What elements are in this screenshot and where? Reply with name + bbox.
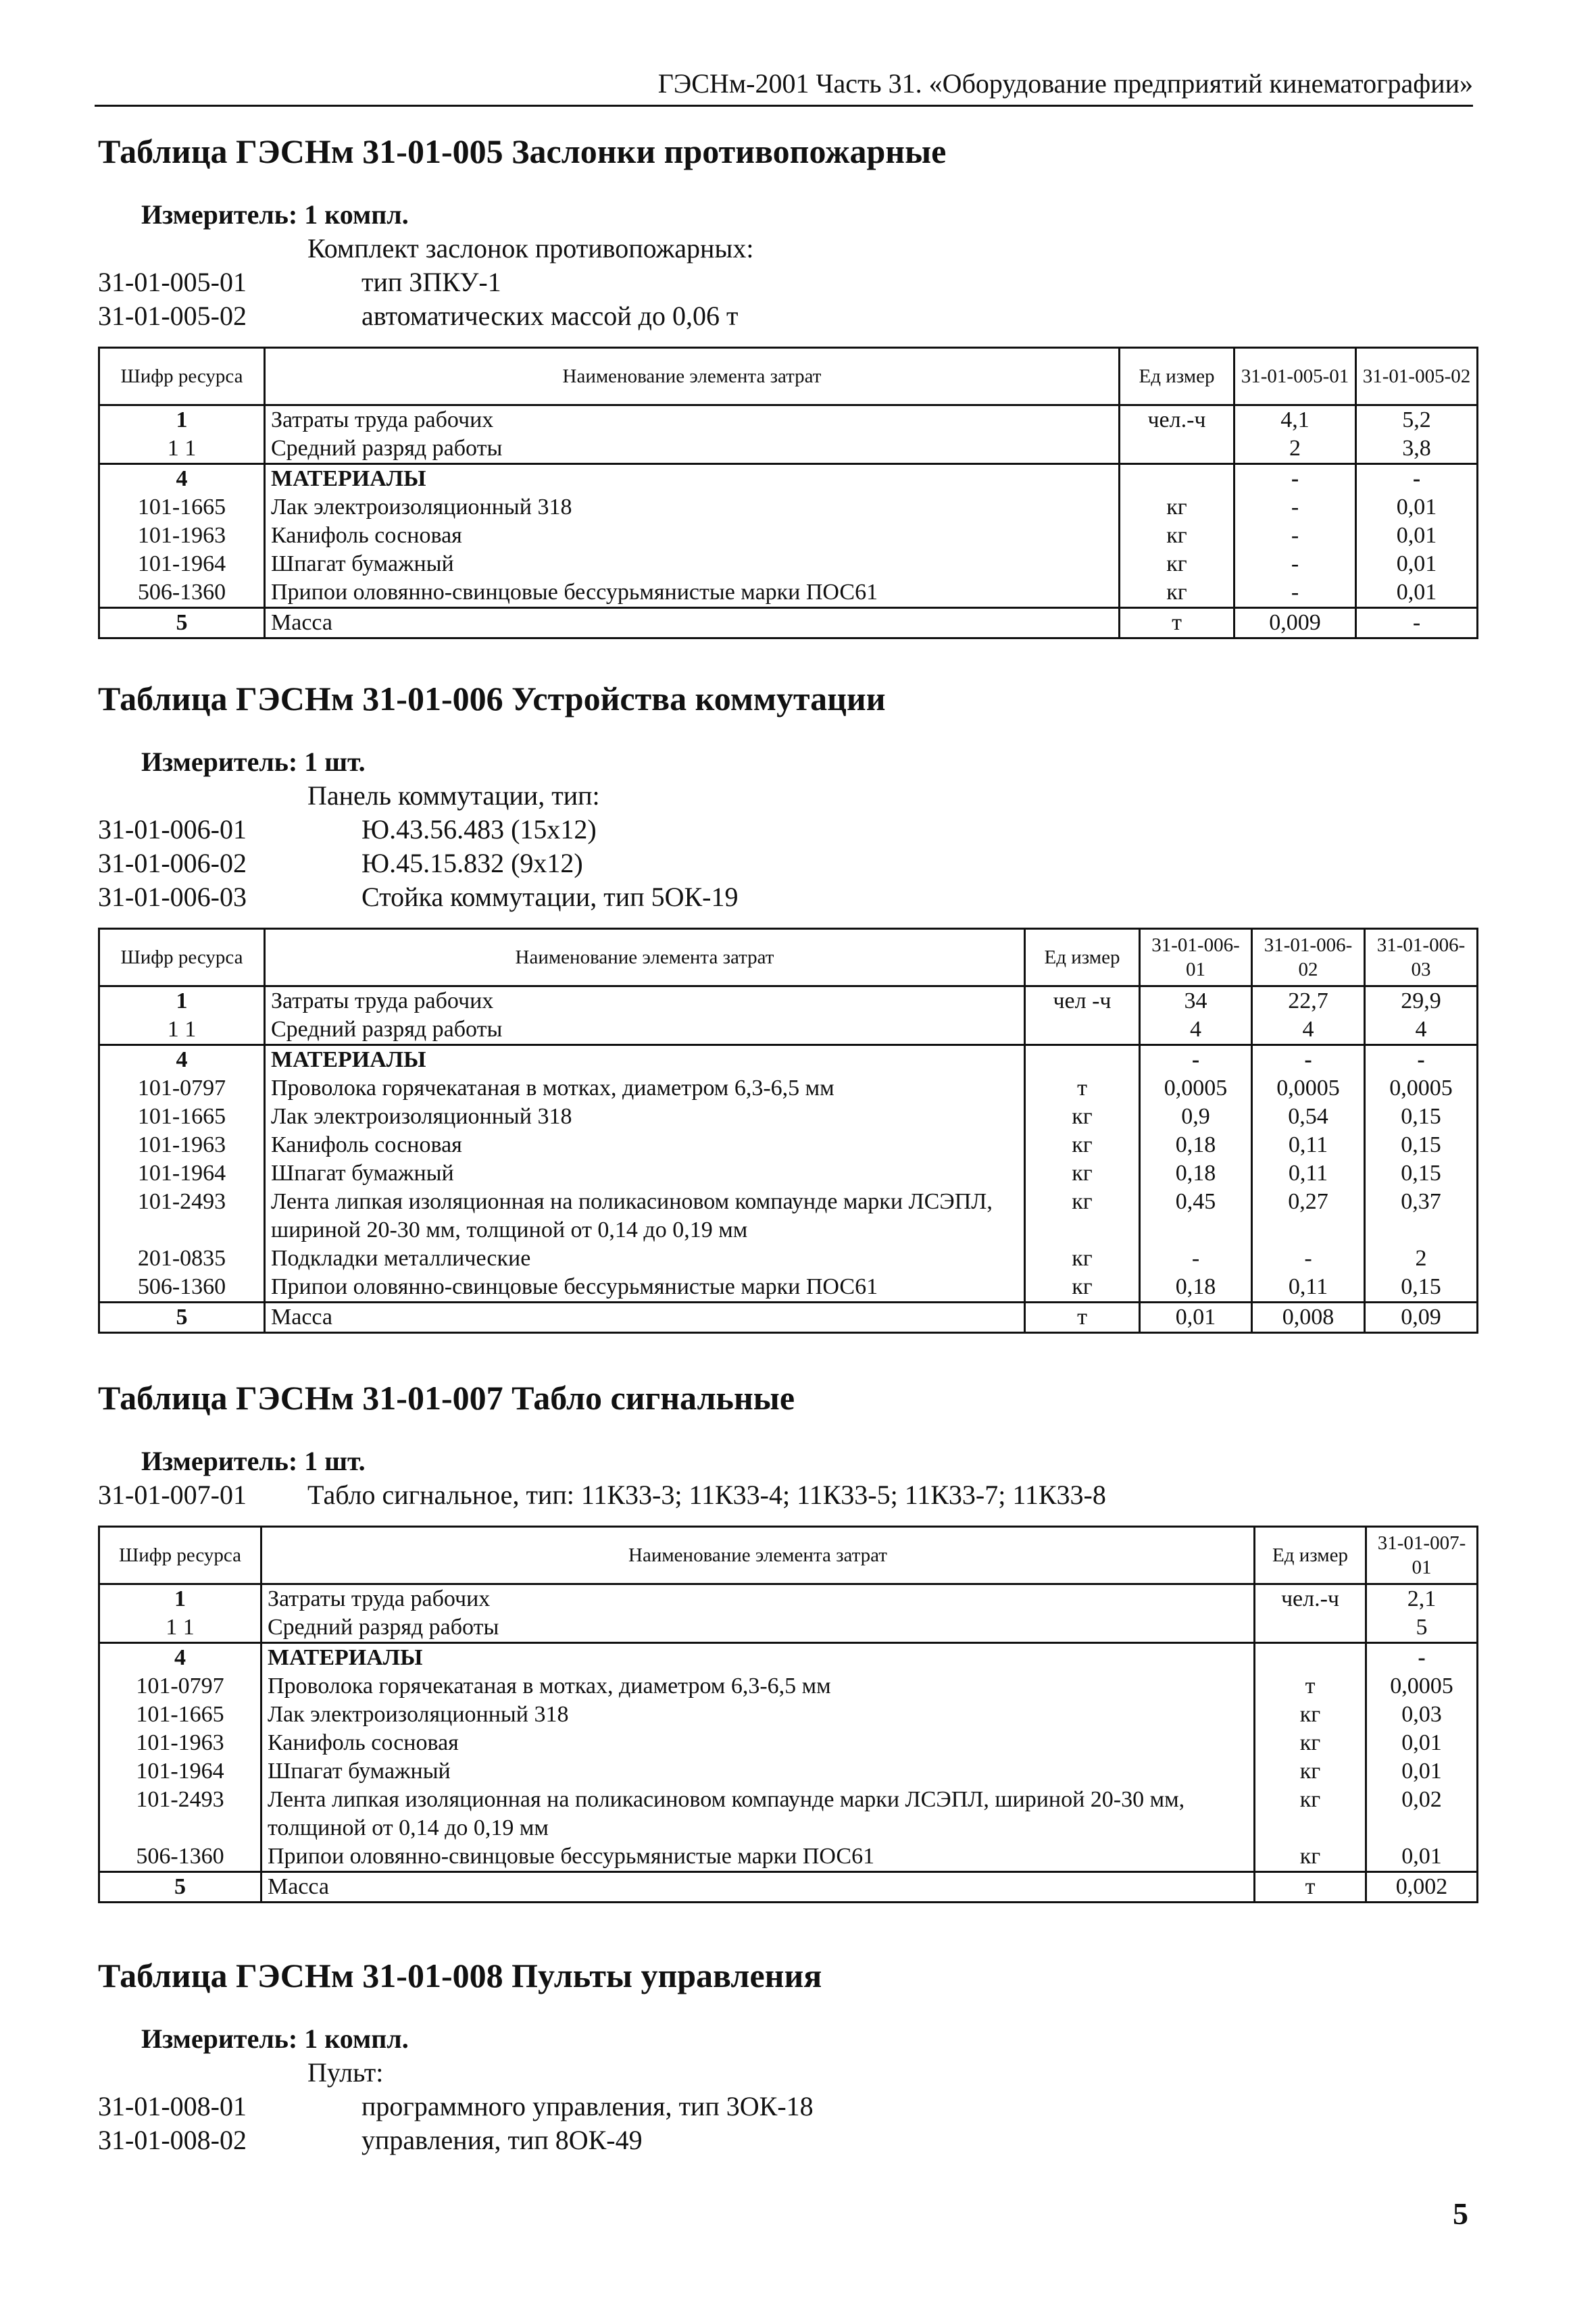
cell-code: 506-1360 <box>99 1842 261 1872</box>
cell-code: 101-1963 <box>99 522 265 550</box>
table-row <box>99 1757 1478 1786</box>
cell-value: 22,7 <box>1252 986 1365 1016</box>
cell-unit: кг <box>1025 1244 1140 1273</box>
col-unit-header: Ед измер <box>1025 929 1140 986</box>
cell-value: 0,008 <box>1252 1303 1365 1333</box>
cell-code: 101-1665 <box>99 493 265 522</box>
item-line <box>98 266 1480 299</box>
cell-value: 0,45 <box>1140 1188 1252 1244</box>
cell-value: 0,11 <box>1252 1131 1365 1159</box>
cell-value: - <box>1356 608 1478 638</box>
col-value-header: 31-01-006-01 <box>1140 929 1252 986</box>
cell-name: Канифоль сосновая <box>265 1131 1025 1159</box>
cell-value: - <box>1365 1045 1478 1075</box>
cell-unit: кг <box>1255 1757 1366 1786</box>
cell-unit <box>1025 1015 1140 1045</box>
col-unit-header: Ед измер <box>1120 348 1235 405</box>
cell-value: 0,11 <box>1252 1273 1365 1303</box>
item-line <box>98 2123 1480 2157</box>
table-row <box>99 1045 1478 1075</box>
col-value-header: 31-01-007-01 <box>1366 1527 1478 1584</box>
cell-value: 0,01 <box>1366 1757 1478 1786</box>
cell-code: 101-2493 <box>99 1188 265 1244</box>
item-line <box>98 847 1480 880</box>
col-code-header: Шифр ресурса <box>99 1527 261 1584</box>
table-row <box>99 550 1478 578</box>
table-row <box>99 1188 1478 1244</box>
cell-code: 101-1964 <box>99 1159 265 1188</box>
cell-name: Канифоль сосновая <box>265 522 1120 550</box>
section-table-006 <box>98 679 1480 1334</box>
measure-label: Измеритель: <box>141 2023 298 2054</box>
cell-code: 101-2493 <box>99 1786 261 1842</box>
cell-value: 4 <box>1140 1015 1252 1045</box>
cell-value: - <box>1140 1244 1252 1273</box>
item-code: 31-01-008-02 <box>98 2125 247 2155</box>
cell-unit: т <box>1120 608 1235 638</box>
cell-value: 0,01 <box>1140 1303 1252 1333</box>
cell-value: 0,0005 <box>1252 1074 1365 1103</box>
cell-unit: кг <box>1255 1729 1366 1757</box>
cell-value: 0,18 <box>1140 1273 1252 1303</box>
cell-value: - <box>1252 1244 1365 1273</box>
col-value-header: 31-01-006-02 <box>1252 929 1365 986</box>
cell-value: 0,15 <box>1365 1273 1478 1303</box>
item-line <box>98 2090 1480 2123</box>
cell-value: 0,01 <box>1366 1842 1478 1872</box>
cell-name: Припои оловянно-свинцовые бессурьмянистые марки ПОС61 <box>265 578 1120 608</box>
table-row <box>99 434 1478 464</box>
cell-value: 0,002 <box>1366 1872 1478 1903</box>
cell-name: Лента липкая изоляционная на поликасиновом компаунде марки ЛСЭПЛ, шириной 20-30 мм, толщиной от 0,14 до 0,19 мм <box>261 1786 1255 1842</box>
cell-value: - <box>1235 522 1356 550</box>
cell-unit: кг <box>1025 1188 1140 1244</box>
table-row <box>99 1786 1478 1842</box>
cell-code: 101-1963 <box>99 1131 265 1159</box>
cell-name: Затраты труда рабочих <box>265 405 1120 435</box>
col-code-header: Шифр ресурса <box>99 348 265 405</box>
cell-code: 1 1 <box>99 1613 261 1643</box>
cell-value: 29,9 <box>1365 986 1478 1016</box>
table-row <box>99 1672 1478 1701</box>
cell-code: 5 <box>99 608 265 638</box>
table-row <box>99 464 1478 494</box>
cell-code: 506-1360 <box>99 1273 265 1303</box>
col-value-header: 31-01-005-02 <box>1356 348 1478 405</box>
item-description: управления, тип 8ОК-49 <box>361 2125 643 2155</box>
item-line <box>98 880 1480 914</box>
cell-code: 1 <box>99 405 265 435</box>
items-intro: Комплект заслонок противопожарных: <box>307 233 754 263</box>
table-row <box>99 578 1478 608</box>
cell-name: Лак электроизоляционный 318 <box>265 493 1120 522</box>
cell-value: 0,15 <box>1365 1103 1478 1131</box>
cell-value: 0,0005 <box>1365 1074 1478 1103</box>
cell-value: 0,54 <box>1252 1103 1365 1131</box>
cell-value: - <box>1235 550 1356 578</box>
cell-value: 0,01 <box>1356 522 1478 550</box>
cell-unit <box>1025 1045 1140 1075</box>
item-line <box>98 1478 1480 1512</box>
measure-value: 1 шт. <box>304 1446 366 1476</box>
table-row <box>99 522 1478 550</box>
cell-value: 0,18 <box>1140 1131 1252 1159</box>
cell-value: 0,11 <box>1252 1159 1365 1188</box>
cell-value: 0,01 <box>1356 493 1478 522</box>
table-title: Таблица ГЭСНм 31-01-007 Табло сигнальные <box>98 1379 795 1417</box>
item-list <box>98 266 1480 333</box>
cell-unit: чел.-ч <box>1255 1584 1366 1614</box>
col-name-header: Наименование элемента затрат <box>265 929 1025 986</box>
table-title: Таблица ГЭСНм 31-01-006 Устройства коммутации <box>98 680 886 718</box>
cell-value: 4 <box>1365 1015 1478 1045</box>
measure-label: Измеритель: <box>141 199 298 230</box>
cell-code: 4 <box>99 1643 261 1673</box>
cell-code: 1 <box>99 986 265 1016</box>
cell-unit: кг <box>1255 1786 1366 1842</box>
item-description: Табло сигнальное, тип: 11К33-3; 11К33-4; 11К33-5; 11К33-7; 11К33-8 <box>307 1480 1106 1510</box>
col-name-header: Наименование элемента затрат <box>265 348 1120 405</box>
cell-code: 1 <box>99 1584 261 1614</box>
cell-code: 101-1665 <box>99 1103 265 1131</box>
cell-unit: кг <box>1120 550 1235 578</box>
cell-value: 4,1 <box>1235 405 1356 435</box>
cell-unit: кг <box>1120 522 1235 550</box>
cell-name: Масса <box>265 608 1120 638</box>
cell-unit <box>1255 1613 1366 1643</box>
col-value-header: 31-01-006-03 <box>1365 929 1478 986</box>
cell-unit <box>1255 1643 1366 1673</box>
cell-unit: т <box>1025 1303 1140 1333</box>
table-row <box>99 1074 1478 1103</box>
cell-name: Шпагат бумажный <box>265 550 1120 578</box>
measure-label: Измеритель: <box>141 747 298 777</box>
cell-value: 2 <box>1365 1244 1478 1273</box>
cell-unit: кг <box>1120 578 1235 608</box>
item-code: 31-01-006-01 <box>98 814 247 845</box>
cell-unit <box>1120 464 1235 494</box>
cell-unit: т <box>1255 1872 1366 1903</box>
cell-code: 506-1360 <box>99 578 265 608</box>
cell-value: - <box>1140 1045 1252 1075</box>
cell-unit: т <box>1255 1672 1366 1701</box>
cell-value: 34 <box>1140 986 1252 1016</box>
cell-value: 3,8 <box>1356 434 1478 464</box>
cell-code: 201-0835 <box>99 1244 265 1273</box>
cell-name: Средний разряд работы <box>261 1613 1255 1643</box>
table-row <box>99 1613 1478 1643</box>
item-description: Ю.45.15.832 (9x12) <box>361 848 583 878</box>
cell-value: - <box>1235 493 1356 522</box>
cell-code: 101-1963 <box>99 1729 261 1757</box>
cell-unit: кг <box>1255 1842 1366 1872</box>
cell-value: 0,01 <box>1356 550 1478 578</box>
cell-value: 0,15 <box>1365 1159 1478 1188</box>
col-value-header: 31-01-005-01 <box>1235 348 1356 405</box>
measure-label: Измеритель: <box>141 1446 298 1476</box>
cell-name: Подкладки металлические <box>265 1244 1025 1273</box>
cell-unit: кг <box>1025 1103 1140 1131</box>
measure-line <box>141 745 1480 779</box>
section-table-008 <box>98 1956 1480 2157</box>
col-unit-header: Ед измер <box>1255 1527 1366 1584</box>
cell-value: 2,1 <box>1366 1584 1478 1614</box>
table-row <box>99 1159 1478 1188</box>
cell-name: Проволока горячекатаная в мотках, диаметром 6,3-6,5 мм <box>261 1672 1255 1701</box>
cell-value: - <box>1235 464 1356 494</box>
section-table-005 <box>98 132 1480 639</box>
cell-value: 0,0005 <box>1140 1074 1252 1103</box>
cell-value: 0,02 <box>1366 1786 1478 1842</box>
table-row <box>99 1273 1478 1303</box>
cell-code: 5 <box>99 1303 265 1333</box>
measure-value: 1 компл. <box>304 2023 409 2054</box>
item-description: Стойка коммутации, тип 5ОК-19 <box>361 882 739 912</box>
cell-name: Проволока горячекатаная в мотках, диаметром 6,3-6,5 мм <box>265 1074 1025 1103</box>
cell-name: Канифоль сосновая <box>261 1729 1255 1757</box>
cell-value: 4 <box>1252 1015 1365 1045</box>
item-line <box>98 813 1480 847</box>
resource-table <box>98 347 1478 639</box>
cell-value: 0,009 <box>1235 608 1356 638</box>
table-row <box>99 608 1478 638</box>
cell-code: 101-0797 <box>99 1672 261 1701</box>
cell-name: Средний разряд работы <box>265 1015 1025 1045</box>
table-row <box>99 1303 1478 1333</box>
cell-name: Припои оловянно-свинцовые бессурьмянистые марки ПОС61 <box>261 1842 1255 1872</box>
cell-name: Затраты труда рабочих <box>265 986 1025 1016</box>
item-code: 31-01-005-02 <box>98 301 247 331</box>
table-row <box>99 1643 1478 1673</box>
cell-name: Припои оловянно-свинцовые бессурьмянистые марки ПОС61 <box>265 1273 1025 1303</box>
page-number: 5 <box>1453 2196 1468 2231</box>
cell-code: 101-0797 <box>99 1074 265 1103</box>
cell-value: - <box>1252 1045 1365 1075</box>
table-row <box>99 1584 1478 1614</box>
table-row <box>99 1103 1478 1131</box>
cell-code: 1 1 <box>99 1015 265 1045</box>
table-row <box>99 1131 1478 1159</box>
cell-code: 101-1964 <box>99 1757 261 1786</box>
cell-name: МАТЕРИАЛЫ <box>265 1045 1025 1075</box>
item-line <box>98 299 1480 333</box>
cell-code: 1 1 <box>99 434 265 464</box>
table-row <box>99 1729 1478 1757</box>
table-row <box>99 1842 1478 1872</box>
cell-value: 0,15 <box>1365 1131 1478 1159</box>
cell-value: 5,2 <box>1356 405 1478 435</box>
cell-name: МАТЕРИАЛЫ <box>265 464 1120 494</box>
cell-value: - <box>1356 464 1478 494</box>
col-code-header: Шифр ресурса <box>99 929 265 986</box>
resource-table <box>98 928 1478 1334</box>
cell-code: 4 <box>99 464 265 494</box>
cell-unit: кг <box>1025 1159 1140 1188</box>
cell-unit: чел.-ч <box>1120 405 1235 435</box>
table-row <box>99 493 1478 522</box>
table-row <box>99 986 1478 1016</box>
table-row <box>99 1015 1478 1045</box>
items-intro: Пульт: <box>307 2057 384 2088</box>
item-code: 31-01-008-01 <box>98 2091 247 2121</box>
cell-code: 101-1665 <box>99 1701 261 1729</box>
resource-table <box>98 1526 1478 1903</box>
cell-name: Лента липкая изоляционная на поликасиновом компаунде марки ЛСЭПЛ, шириной 20-30 мм, толщиной от 0,14 до 0,19 мм <box>265 1188 1025 1244</box>
item-code: 31-01-007-01 <box>98 1480 247 1510</box>
item-description: Ю.43.56.483 (15x12) <box>361 814 597 845</box>
cell-unit: кг <box>1025 1273 1140 1303</box>
col-name-header: Наименование элемента затрат <box>261 1527 1255 1584</box>
cell-name: Масса <box>265 1303 1025 1333</box>
cell-value: 0,01 <box>1356 578 1478 608</box>
cell-value: 0,0005 <box>1366 1672 1478 1701</box>
item-code: 31-01-006-02 <box>98 848 247 878</box>
cell-value: 0,9 <box>1140 1103 1252 1131</box>
measure-value: 1 компл. <box>304 199 409 230</box>
measure-value: 1 шт. <box>304 747 366 777</box>
cell-name: Масса <box>261 1872 1255 1903</box>
item-list <box>98 2090 1480 2157</box>
table-row <box>99 1872 1478 1903</box>
measure-line <box>141 198 1480 232</box>
item-description: автоматических массой до 0,06 т <box>361 301 739 331</box>
cell-value: - <box>1235 578 1356 608</box>
cell-value: 0,27 <box>1252 1188 1365 1244</box>
measure-line <box>141 2022 1480 2056</box>
section-table-007 <box>98 1378 1480 1903</box>
item-code: 31-01-005-01 <box>98 267 247 297</box>
cell-value: - <box>1366 1643 1478 1673</box>
cell-unit: кг <box>1255 1701 1366 1729</box>
cell-name: МАТЕРИАЛЫ <box>261 1643 1255 1673</box>
cell-value: 0,18 <box>1140 1159 1252 1188</box>
table-row <box>99 1244 1478 1273</box>
cell-unit: кг <box>1025 1131 1140 1159</box>
item-list <box>98 813 1480 914</box>
item-description: программного управления, тип 3ОК-18 <box>361 2091 814 2121</box>
cell-value: 0,37 <box>1365 1188 1478 1244</box>
cell-name: Затраты труда рабочих <box>261 1584 1255 1614</box>
items-intro: Панель коммутации, тип: <box>307 780 600 811</box>
cell-name: Лак электроизоляционный 318 <box>265 1103 1025 1131</box>
cell-name: Шпагат бумажный <box>261 1757 1255 1786</box>
measure-line <box>141 1444 1480 1478</box>
cell-code: 101-1964 <box>99 550 265 578</box>
item-code: 31-01-006-03 <box>98 882 247 912</box>
cell-name: Средний разряд работы <box>265 434 1120 464</box>
cell-value: 5 <box>1366 1613 1478 1643</box>
cell-unit: т <box>1025 1074 1140 1103</box>
cell-unit: кг <box>1120 493 1235 522</box>
table-title: Таблица ГЭСНм 31-01-008 Пульты управления <box>98 1957 822 1994</box>
table-row <box>99 405 1478 435</box>
table-title: Таблица ГЭСНм 31-01-005 Заслонки противопожарные <box>98 132 947 170</box>
cell-name: Лак электроизоляционный 318 <box>261 1701 1255 1729</box>
cell-name: Шпагат бумажный <box>265 1159 1025 1188</box>
cell-unit: чел -ч <box>1025 986 1140 1016</box>
item-description: тип ЗПКУ-1 <box>361 267 501 297</box>
page-header: ГЭСНм-2001 Часть 31. «Оборудование предприятий кинематографии» <box>95 68 1473 107</box>
cell-value: 0,03 <box>1366 1701 1478 1729</box>
cell-value: 0,09 <box>1365 1303 1478 1333</box>
table-row <box>99 1701 1478 1729</box>
cell-code: 5 <box>99 1872 261 1903</box>
cell-value: 2 <box>1235 434 1356 464</box>
cell-value: 0,01 <box>1366 1729 1478 1757</box>
item-list <box>98 1478 1480 1512</box>
cell-code: 4 <box>99 1045 265 1075</box>
cell-unit <box>1120 434 1235 464</box>
